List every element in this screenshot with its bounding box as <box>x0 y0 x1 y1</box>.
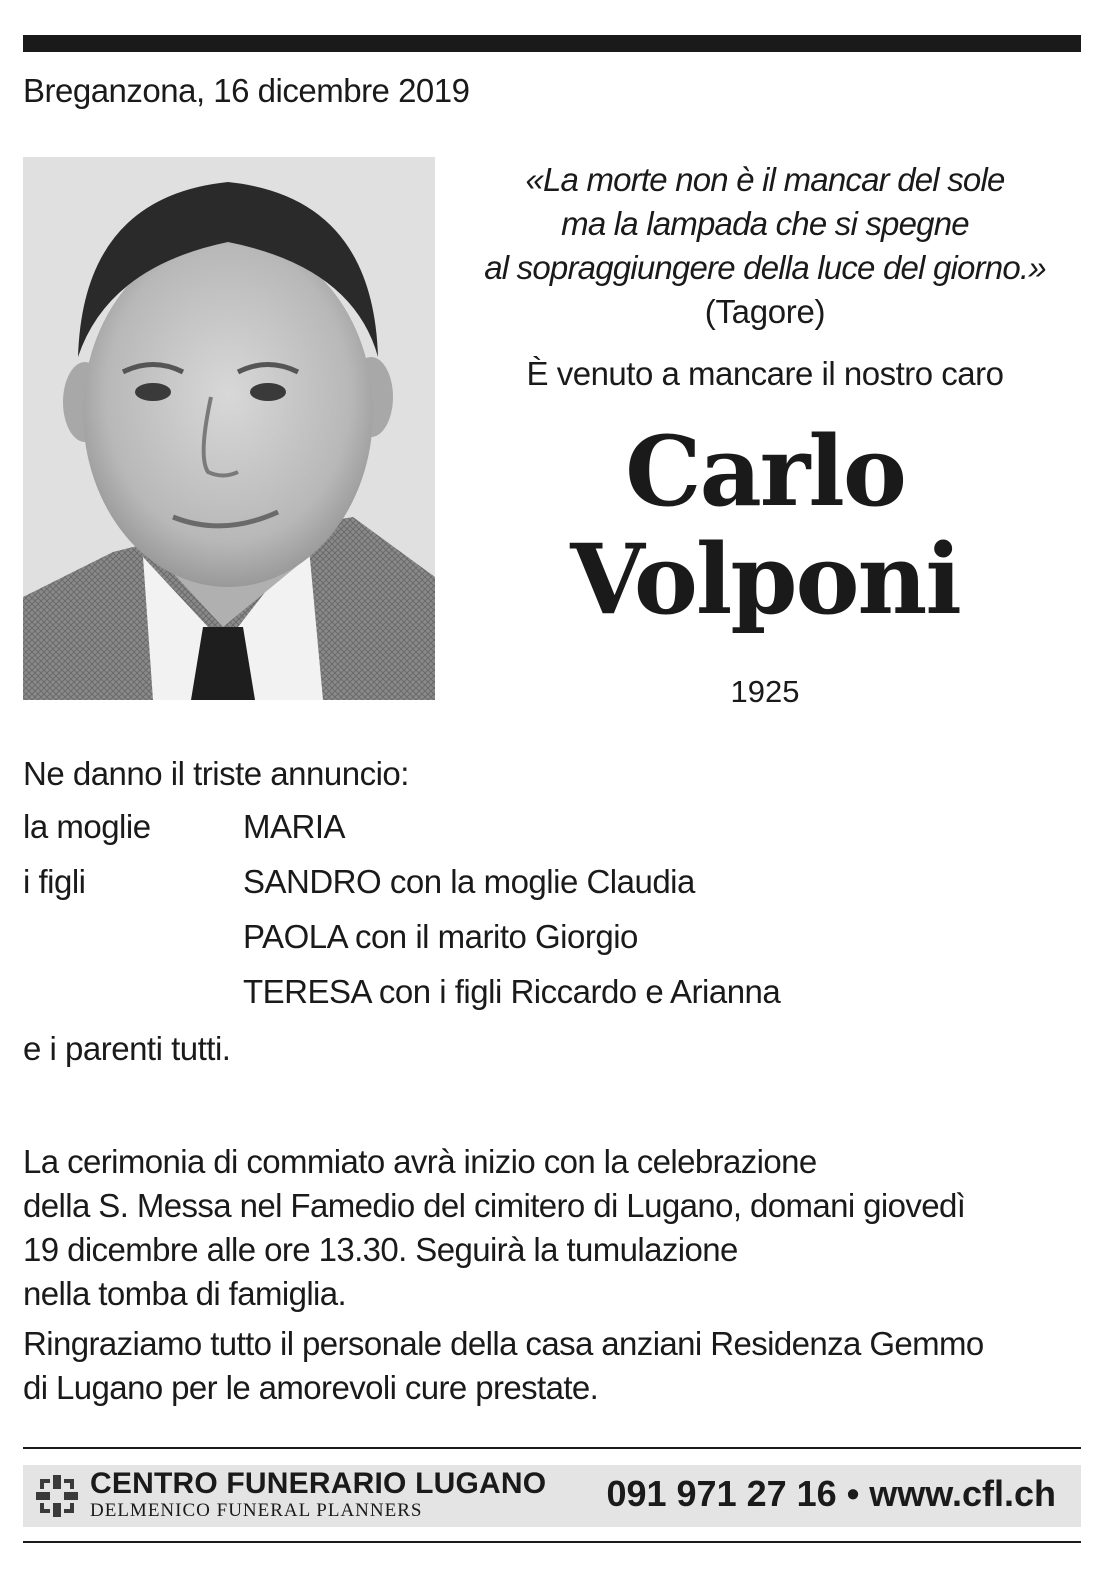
thanks-line: di Lugano per le amorevoli cure prestate. <box>23 1369 599 1406</box>
footer-bottom-rule <box>23 1541 1081 1543</box>
ceremony-line: La cerimonia di commiato avrà inizio con la celebrazione <box>23 1143 817 1180</box>
thanks-line: Ringraziamo tutto il personale della casa anziani Residenza Gemmo <box>23 1325 984 1362</box>
quote <box>450 158 1080 290</box>
ceremony-line: nella tomba di famiglia. <box>23 1275 347 1312</box>
quote-author: (Tagore) <box>704 293 826 330</box>
family-role: la moglie <box>23 808 151 845</box>
ceremony-line: della S. Messa nel Famedio del cimitero di Lugano, domani giovedì <box>23 1187 966 1224</box>
website-link[interactable]: www.cfl.ch <box>869 1473 1056 1514</box>
closing-text: e i parenti tutti. <box>23 1030 231 1067</box>
deceased-name <box>450 415 1080 636</box>
birth-year: 1925 <box>730 674 800 709</box>
family-member: TERESA con i figli Riccardo e Arianna <box>243 973 781 1010</box>
footer-brand: CENTRO FUNERARIO LUGANO <box>90 1467 547 1500</box>
ceremony-line: 19 dicembre alle ore 13.30. Seguirà la tumulazione <box>23 1231 738 1268</box>
footer-subtitle: DELMENICO FUNERAL PLANNERS <box>90 1500 423 1521</box>
phone-number: 091 971 27 16 <box>606 1473 837 1514</box>
separator: • <box>846 1473 860 1514</box>
portrait-photo <box>23 157 435 700</box>
place-date: Breganzona, 16 dicembre 2019 <box>23 72 470 109</box>
intro-text: È venuto a mancare il nostro caro <box>526 355 1004 392</box>
first-name: Carlo <box>625 415 905 528</box>
quote-line: ma la lampada che si spegne <box>561 205 969 242</box>
family-role: i figli <box>23 863 86 900</box>
portrait-illustration <box>23 157 435 700</box>
family-member: MARIA <box>243 808 346 845</box>
quote-line: «La morte non è il mancar del sole <box>525 161 1005 198</box>
announcement: Ne danno il triste annuncio: <box>23 755 409 792</box>
quote-line: al sopraggiungere della luce del giorno.» <box>484 249 1046 286</box>
funeral-cross-logo-icon <box>34 1473 80 1519</box>
thanks-paragraph <box>23 1322 984 1410</box>
family-member: PAOLA con il marito Giorgio <box>243 918 638 955</box>
footer-contact <box>606 1473 1056 1515</box>
family-member: SANDRO con la moglie Claudia <box>243 863 695 900</box>
top-rule <box>23 35 1081 52</box>
footer-top-rule <box>23 1447 1081 1449</box>
last-name: Volponi <box>570 523 960 636</box>
ceremony-paragraph <box>23 1140 965 1316</box>
